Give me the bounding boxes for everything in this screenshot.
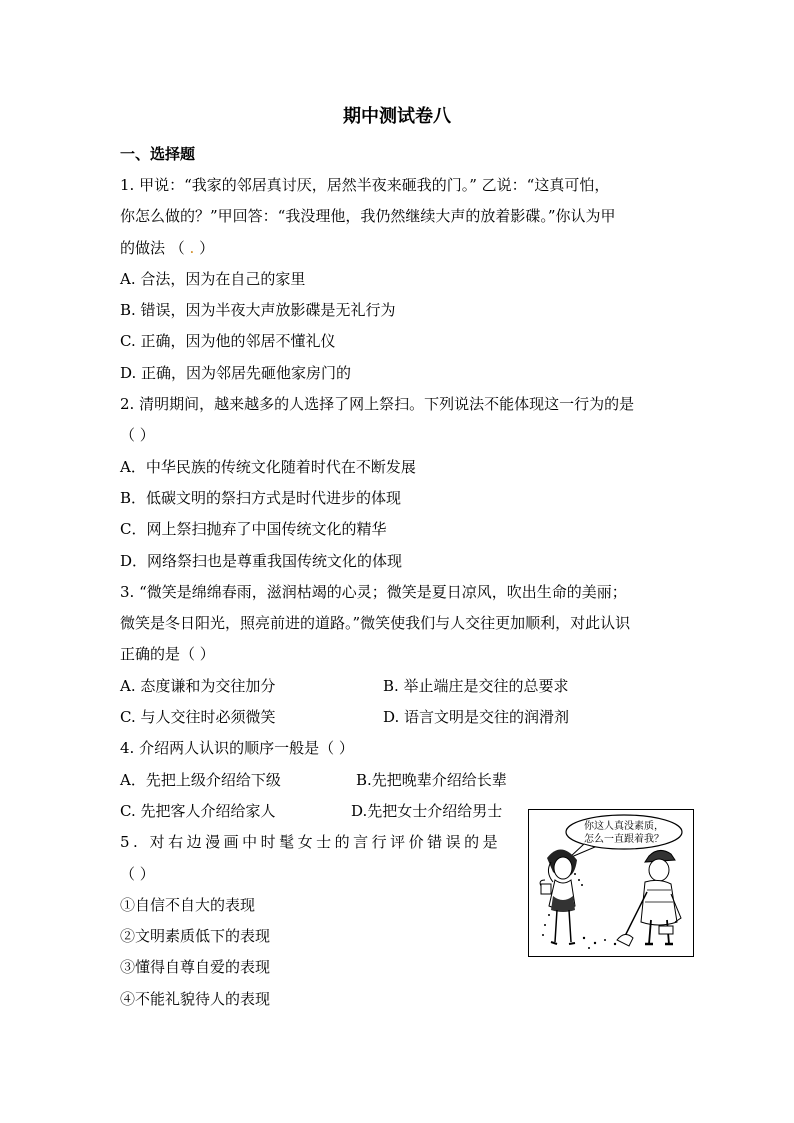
q3-option-d: D. 语言文明是交往的润滑剂 [383,708,570,727]
q1-option-a: A. 合法，因为在自己的家里 [120,269,306,288]
q1-option-d: D. 正确，因为邻居先砸他家房门的 [120,363,352,382]
q4-option-b: B.先把晚辈介绍给长辈 [356,770,507,789]
q3-option-b: B. 举止端庄是交往的总要求 [383,676,569,695]
q1-stem-end: 的做法 （ [120,238,190,257]
q3-options-row-1 [120,671,680,702]
q5-option-2: ②文明素质低下的表现 [120,927,271,946]
q1-line-3 [120,233,680,264]
q5-option-1: ①自信不自大的表现 [120,895,256,914]
q4-option-c: C. 先把客人介绍给家人 [120,801,276,820]
fashionable-lady-figure [540,849,583,944]
q4-options-row-1 [120,765,680,796]
q1-line-2: 你怎么做的？”甲回答：“我没理他，我仍然继续大声的放着影碟。”你认为甲 [120,207,616,226]
q2-option-c: C．网上祭扫抛弃了中国传统文化的精华 [120,520,387,539]
q1-paren-close: ） [194,238,215,257]
q4-line-1: 4. 介绍两人认识的顺序一般是（ ） [120,739,354,758]
q5-line-1: 5. 对右边漫画中时髦女士的言行评价错误的是 [120,833,502,852]
q4-option-d: D.先把女士介绍给男士 [351,801,503,820]
q3-option-c: C. 与人交往时必须微笑 [120,708,276,727]
q3-options-row-2 [120,702,680,733]
bubble-line-2: 怎么一直跟着我？ [584,834,664,845]
q5-option-4: ④不能礼貌待人的表现 [120,989,271,1008]
q2-option-a: A．中华民族的传统文化随着时代在不断发展 [120,457,416,476]
q1-line-1: 1. 甲说：“我家的邻居真讨厌，居然半夜来砸我的门。” 乙说：“这真可怕， [120,176,610,194]
q2-line-1: 2. 清明期间，越来越多的人选择了网上祭扫。下列说法不能体现这一行为的是 [120,395,635,414]
cartoon-drawing [529,810,692,955]
q3-line-2: 微笑是冬日阳光，照亮前进的道路。”微笑使我们与人交往更加顺利，对此认识 [120,614,631,633]
q1-option-b: B. 错误，因为半夜大声放影碟是无礼行为 [120,301,396,320]
q3-line-3: 正确的是（ ） [120,645,215,664]
q2-line-2: （ ） [120,426,155,445]
page-title: 期中测试卷八 [343,106,451,127]
section-heading: 一、选择题 [120,145,196,163]
q5-line-2: （ ） [120,864,155,883]
q1-option-c: C. 正确，因为他的邻居不懂礼仪 [120,332,336,351]
q2-option-b: B．低碳文明的祭扫方式是时代进步的体现 [120,488,402,507]
q4-option-a: A．先把上级介绍给下级 [120,770,281,789]
q3-line-1: 3. “微笑是绵绵春雨，滋润枯竭的心灵；微笑是夏日凉风，吹出生命的美丽； [120,582,627,601]
q5-option-3: ③懂得自尊自爱的表现 [120,958,271,977]
q3-option-a: A. 态度谦和为交往加分 [120,676,276,695]
street-sweeper-figure [617,850,681,946]
answer-mark: . [189,238,195,257]
cartoon-illustration [528,809,694,957]
q2-option-d: D．网络祭扫也是尊重我国传统文化的体现 [120,551,403,570]
bubble-line-1: 你这人真没素质， [584,821,664,832]
